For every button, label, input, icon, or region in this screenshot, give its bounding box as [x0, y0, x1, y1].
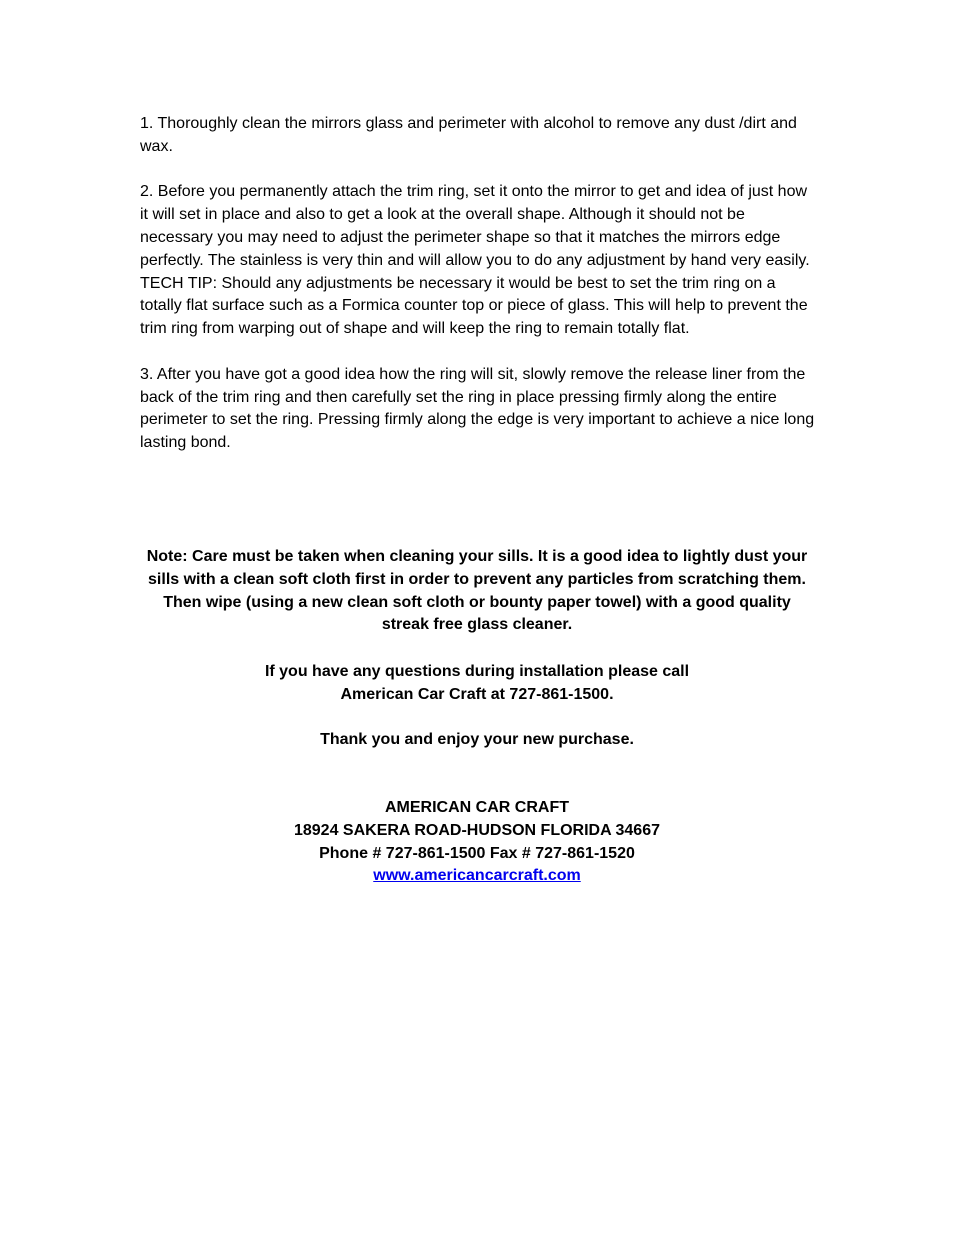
step-2: 2. Before you permanently attach the trim ring, set it onto the mirror to get and idea of just how it will set in place and also to get a look at the overall shape. Although it should not be necessary you may need to adjust the perimeter shape so that it matches the mirrors edge perfectly. The stainless is very thin and will allow you to do any adjustment by hand very easily. TECH TIP: Should any adjustments be necessary it would be best to set the trim ring on a totally flat surface such as a Formica counter top or piece of glass. This will help to prevent the trim ring from warping out of shape and will keep the ring to remain totally flat.	[140, 183, 810, 338]
questions-line-1: If you have any questions during installation please call	[264, 663, 690, 680]
step-3: 3. After you have got a good idea how the ring will sit, slowly remove the release liner from the back of the trim ring and then carefully set the ring in place pressing firmly along the entire perimeter to set the ring. Pressing firmly along the edge is very important to achieve a nice long lasting bond.	[140, 365, 815, 452]
company-info	[136, 797, 818, 888]
questions-line-2: American Car Craft at 727-861-1500.	[340, 685, 614, 703]
note-line-3: Then wipe (using a new clean soft cloth or bounty paper towel) with a good quality	[163, 593, 791, 611]
questions-contact	[136, 661, 818, 707]
company-name: AMERICAN CAR CRAFT	[385, 799, 569, 816]
instruction-steps	[140, 113, 816, 478]
thank-you-text: Thank you and enjoy your new purchase.	[320, 731, 634, 748]
cleaning-note	[136, 546, 818, 637]
company-website-link[interactable]: www.americancarcraft.com	[373, 867, 581, 885]
note-line-1: Note: Care must be taken when cleaning your sills. It is a good idea to lightly dust your	[146, 548, 808, 565]
note-line-2: sills with a clean soft cloth first in order to prevent any particles from scratching them.	[148, 570, 806, 588]
thank-you-message	[136, 729, 818, 752]
step-1: 1. Thoroughly clean the mirrors glass and perimeter with alcohol to remove any dust /dirt and wax.	[140, 115, 797, 155]
company-phone-fax: Phone # 727-861-1500 Fax # 727-861-1520	[319, 844, 635, 862]
note-line-4: streak free glass cleaner.	[381, 616, 573, 634]
company-address: 18924 SAKERA ROAD-HUDSON FLORIDA 34667	[293, 821, 660, 839]
